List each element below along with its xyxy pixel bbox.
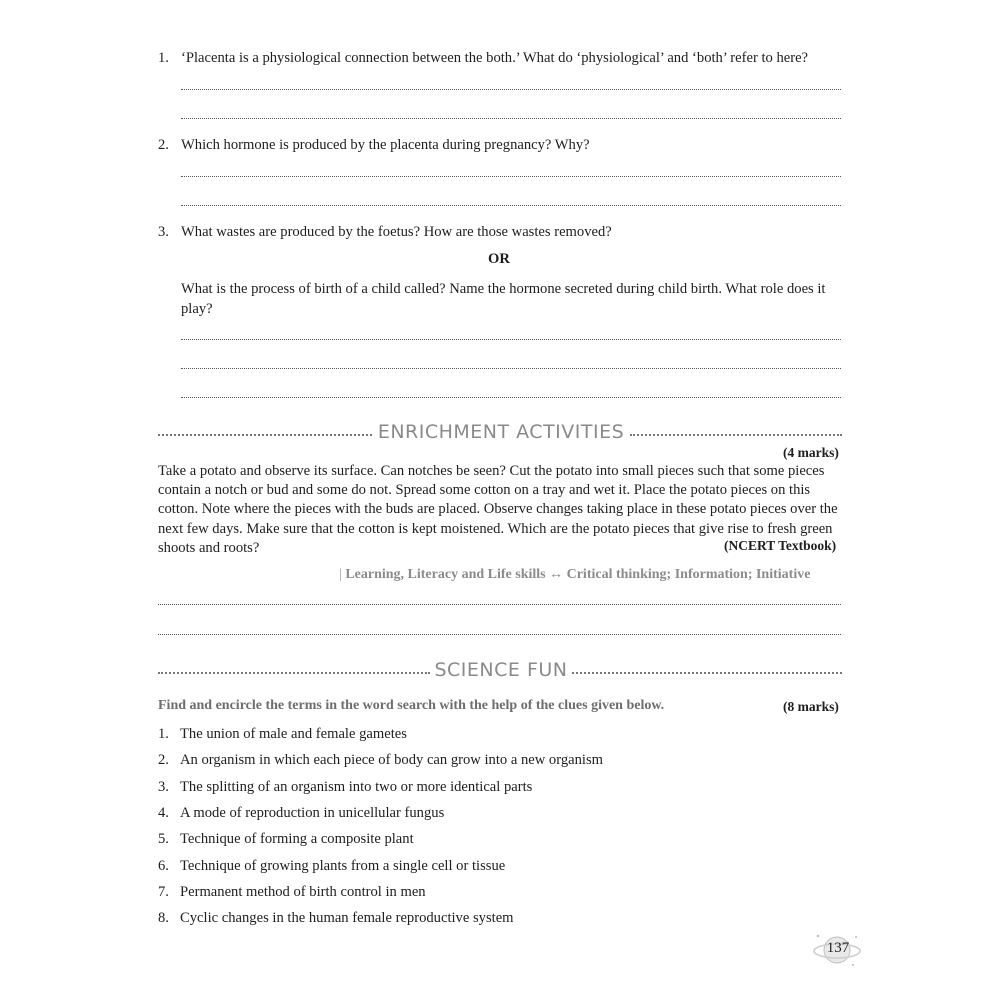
clue-text: The union of male and female gametes bbox=[180, 726, 407, 742]
clue-text: Technique of growing plants from a single cell or tissue bbox=[180, 858, 506, 874]
enrichment-activity-text: Take a potato and observe its surface. Can notches be seen? Cut the potato into small pieces such that some pieces contain a notch or bud and some do not. Spread some cotton on a tray and wet it. Place the potato pieces on this cotton. Note where the pieces with the buds are placed. Observe changes taking place in these potato pieces over the next few days. Make sure that the cotton is kept moistened. Which are the potato pieces that give rise to fresh green shoots and roots? bbox=[158, 463, 838, 556]
answer-line[interactable] bbox=[158, 604, 841, 605]
answer-line[interactable] bbox=[181, 339, 841, 340]
header-dotted-rule bbox=[630, 434, 842, 436]
skills-text: Learning, Literacy and Life skills ↔ Critical thinking; Information; Initiative bbox=[345, 567, 811, 582]
clue-number: 7. bbox=[158, 884, 169, 900]
clue-text: Permanent method of birth control in men bbox=[180, 884, 426, 900]
answer-line[interactable] bbox=[181, 205, 841, 206]
answer-line[interactable] bbox=[181, 118, 841, 119]
clue-number: 5. bbox=[158, 831, 169, 847]
clue-number: 4. bbox=[158, 805, 169, 821]
source-label: (NCERT Textbook) bbox=[724, 538, 837, 553]
clue-number: 3. bbox=[158, 779, 169, 795]
skills-separator: | bbox=[339, 567, 342, 582]
answer-line[interactable] bbox=[181, 397, 841, 398]
clue-number: 6. bbox=[158, 858, 169, 874]
clue-text: The splitting of an organism into two or more identical parts bbox=[180, 779, 533, 795]
question-text: Which hormone is produced by the placenta during pregnancy? Why? bbox=[181, 137, 590, 153]
answer-line[interactable] bbox=[158, 634, 841, 635]
page-number-badge bbox=[812, 930, 862, 970]
header-dotted-rule bbox=[158, 672, 430, 674]
question-number: 3. bbox=[158, 224, 169, 240]
header-dotted-rule bbox=[158, 434, 372, 436]
science-fun-title: SCIENCE FUN bbox=[434, 659, 568, 681]
alternative-question-text: What is the process of birth of a child called? Name the hormone secreted during child birth. What role does it play? bbox=[181, 281, 826, 317]
answer-line[interactable] bbox=[181, 368, 841, 369]
skills-tag bbox=[339, 567, 810, 583]
science-fun-section-header bbox=[158, 659, 842, 681]
clue-number: 8. bbox=[158, 910, 169, 926]
clue-text: Technique of forming a composite plant bbox=[180, 831, 414, 847]
clue-text: A mode of reproduction in unicellular fungus bbox=[180, 805, 445, 821]
clue-number: 2. bbox=[158, 752, 169, 768]
answer-line[interactable] bbox=[181, 176, 841, 177]
question-text: What wastes are produced by the foetus? How are those wastes removed? bbox=[181, 224, 612, 240]
question-number: 1. bbox=[158, 50, 169, 66]
header-dotted-rule bbox=[572, 672, 842, 674]
page-number: 137 bbox=[826, 940, 850, 956]
answer-line[interactable] bbox=[181, 89, 841, 90]
question-text: ‘Placenta is a physiological connection between the both.’ What do ‘physiological’ and ‘both’ refer to here? bbox=[181, 50, 809, 66]
enrichment-title: ENRICHMENT ACTIVITIES bbox=[377, 421, 625, 443]
enrichment-section-header bbox=[158, 421, 842, 443]
or-label: OR bbox=[488, 251, 510, 267]
enrichment-marks: (4 marks) bbox=[783, 445, 839, 460]
question-number: 2. bbox=[158, 137, 169, 153]
science-fun-marks: (8 marks) bbox=[783, 699, 839, 714]
science-fun-instruction: Find and encircle the terms in the word search with the help of the clues given below. bbox=[158, 698, 665, 713]
clue-text: Cyclic changes in the human female reproductive system bbox=[180, 910, 514, 926]
clue-text: An organism in which each piece of body can grow into a new organism bbox=[180, 752, 603, 768]
clue-number: 1. bbox=[158, 726, 169, 742]
